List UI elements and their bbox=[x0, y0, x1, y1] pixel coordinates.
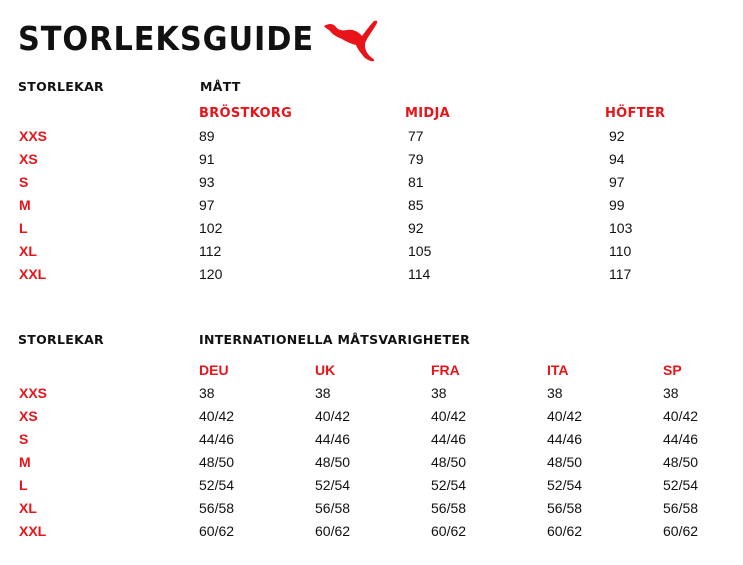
page-title: STORLEKSGUIDE bbox=[18, 19, 315, 58]
table-cell: 114 bbox=[408, 266, 431, 282]
table-cell: 40/42 bbox=[315, 408, 351, 424]
table-cell: 48/50 bbox=[315, 454, 351, 470]
table-cell: 102 bbox=[199, 220, 223, 236]
column-header-fra: FRA bbox=[431, 362, 460, 378]
table-cell: 38 bbox=[663, 385, 679, 401]
table-cell: 112 bbox=[199, 243, 222, 259]
column-header-sp: SP bbox=[663, 362, 682, 378]
size-label: M bbox=[19, 454, 31, 470]
table-cell: 117 bbox=[609, 266, 632, 282]
column-header-ita: ITA bbox=[547, 362, 569, 378]
table-cell: 120 bbox=[199, 266, 223, 282]
table-cell: 48/50 bbox=[199, 454, 235, 470]
table-cell: 40/42 bbox=[547, 408, 583, 424]
table-cell: 48/50 bbox=[547, 454, 583, 470]
sizes-label-2: STORLEKAR bbox=[18, 332, 104, 347]
table-cell: 38 bbox=[199, 385, 215, 401]
table-cell: 40/42 bbox=[663, 408, 699, 424]
table-cell: 38 bbox=[431, 385, 447, 401]
international-label: INTERNATIONELLA MÅTSVARIGHETER bbox=[199, 332, 471, 347]
table-cell: 93 bbox=[199, 174, 215, 190]
column-header-uk: UK bbox=[315, 362, 336, 378]
table-cell: 77 bbox=[408, 128, 424, 144]
table-cell: 56/58 bbox=[199, 500, 235, 516]
table-cell: 40/42 bbox=[431, 408, 467, 424]
table-cell: 105 bbox=[408, 243, 432, 259]
table-cell: 44/46 bbox=[547, 431, 583, 447]
table-cell: 85 bbox=[408, 197, 424, 213]
table-cell: 97 bbox=[609, 174, 625, 190]
table-cell: 52/54 bbox=[199, 477, 235, 493]
table-cell: 40/42 bbox=[199, 408, 235, 424]
column-header-waist: MIDJA bbox=[405, 106, 450, 121]
table-cell: 44/46 bbox=[663, 431, 699, 447]
table-cell: 99 bbox=[609, 197, 625, 213]
size-label: XS bbox=[19, 151, 38, 167]
table-cell: 89 bbox=[199, 128, 215, 144]
table-cell: 52/54 bbox=[315, 477, 351, 493]
size-label: L bbox=[19, 220, 28, 236]
table-cell: 56/58 bbox=[663, 500, 699, 516]
table-cell: 91 bbox=[199, 151, 215, 167]
table-cell: 52/54 bbox=[547, 477, 583, 493]
table-cell: 52/54 bbox=[663, 477, 699, 493]
table-cell: 97 bbox=[199, 197, 215, 213]
size-label: XS bbox=[19, 408, 38, 424]
measurements-label: MÅTT bbox=[200, 79, 241, 94]
table-cell: 44/46 bbox=[315, 431, 351, 447]
column-header-hips: HÖFTER bbox=[605, 106, 666, 121]
table-cell: 81 bbox=[408, 174, 424, 190]
table-cell: 60/62 bbox=[431, 523, 467, 539]
size-label: S bbox=[19, 174, 29, 190]
size-label: XL bbox=[19, 243, 37, 259]
table-cell: 44/46 bbox=[431, 431, 467, 447]
table-cell: 56/58 bbox=[547, 500, 583, 516]
table-cell: 110 bbox=[609, 243, 632, 259]
sizes-label-1: STORLEKAR bbox=[18, 79, 104, 94]
table-cell: 48/50 bbox=[663, 454, 699, 470]
table-cell: 60/62 bbox=[547, 523, 583, 539]
size-label: XL bbox=[19, 500, 37, 516]
column-header-chest: BRÖSTKORG bbox=[199, 106, 293, 121]
table-cell: 38 bbox=[315, 385, 331, 401]
size-label: M bbox=[19, 197, 31, 213]
size-label: XXL bbox=[19, 523, 47, 539]
table-cell: 103 bbox=[609, 220, 633, 236]
size-label: XXS bbox=[19, 385, 48, 401]
size-label: XXS bbox=[19, 128, 48, 144]
table-cell: 52/54 bbox=[431, 477, 467, 493]
column-header-deu: DEU bbox=[199, 362, 229, 378]
table-cell: 38 bbox=[547, 385, 563, 401]
table-cell: 48/50 bbox=[431, 454, 467, 470]
table-cell: 56/58 bbox=[431, 500, 467, 516]
table-cell: 56/58 bbox=[315, 500, 351, 516]
puma-logo-icon bbox=[322, 17, 380, 63]
table-cell: 60/62 bbox=[315, 523, 351, 539]
table-cell: 44/46 bbox=[199, 431, 235, 447]
size-label: S bbox=[19, 431, 29, 447]
table-cell: 79 bbox=[408, 151, 424, 167]
table-cell: 92 bbox=[609, 128, 625, 144]
table-cell: 92 bbox=[408, 220, 424, 236]
size-label: XXL bbox=[19, 266, 47, 282]
table-cell: 94 bbox=[609, 151, 625, 167]
table-cell: 60/62 bbox=[663, 523, 699, 539]
table-cell: 60/62 bbox=[199, 523, 235, 539]
size-label: L bbox=[19, 477, 28, 493]
